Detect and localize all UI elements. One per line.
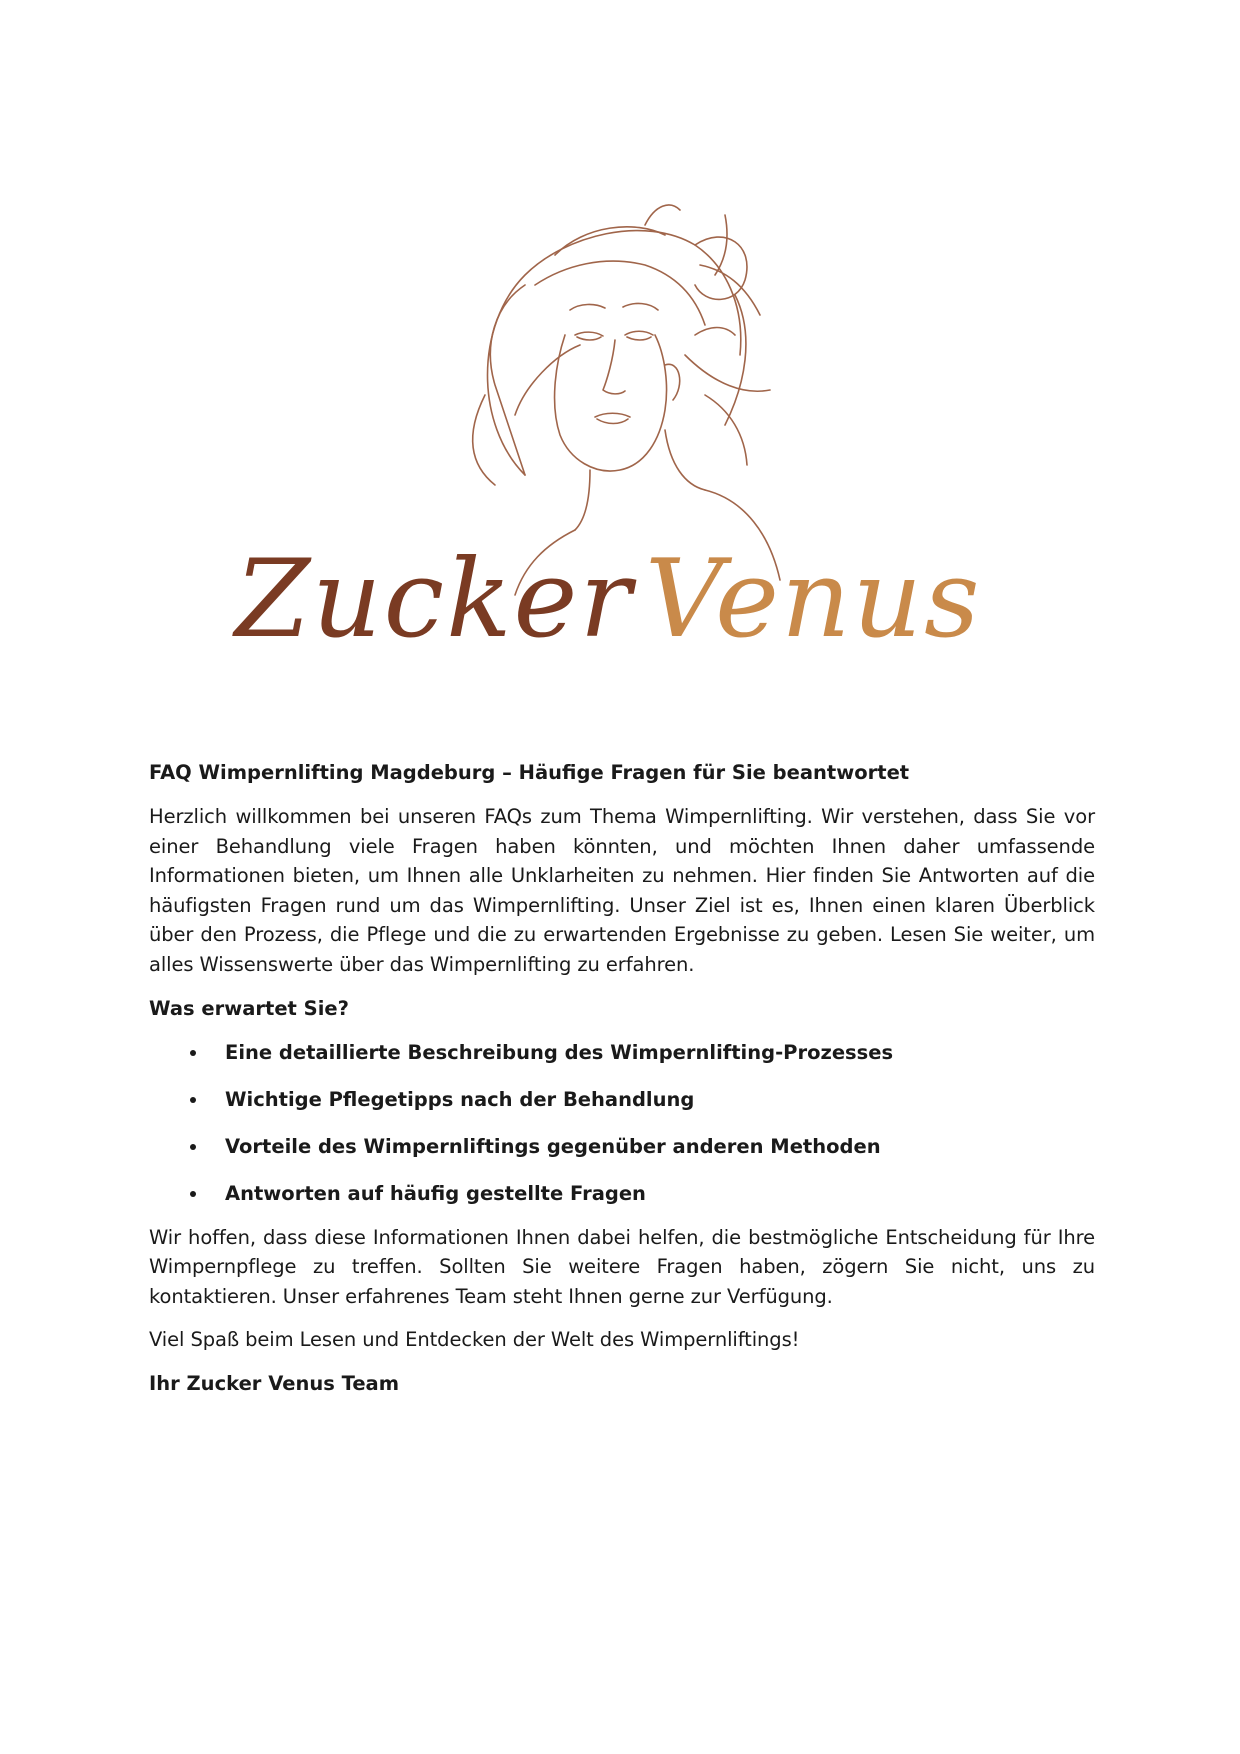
list-item (149, 1038, 1095, 1068)
faq-intro-content (149, 758, 1095, 1399)
expect-heading: Was erwartet Sie? (149, 996, 349, 1020)
intro-paragraph: Herzlich willkommen bei unseren FAQs zum Thema Wimpernlifting. Wir verstehen, dass Sie vor einer Behandlung viele Fragen haben könnten, und möchten Ihnen daher umfassende Informationen bieten, um Ihnen alle Unklarheiten zu nehmen. Hier finden Sie Antworten auf die häufigsten Fragen rund um das Wimpernlifting. Unser Ziel ist es, Ihnen einen klaren Überblick über den Prozess, die Pflege und die zu erwartenden Ergebnisse zu geben. Lesen Sie weiter, um alles Wissenswerte über das Wimpernlifting zu erfahren. (149, 805, 1095, 976)
page-title: FAQ Wimpernlifting Magdeburg – Häufige Fragen für Sie beantwortet (149, 761, 910, 784)
brand-word-venus: Venus (645, 537, 982, 662)
list-item (149, 1179, 1095, 1209)
enjoy-paragraph: Viel Spaß beim Lesen und Entdecken der Welt des Wimpernliftings! (149, 1328, 800, 1352)
list-item-text: Wichtige Pflegetipps nach der Behandlung (225, 1087, 695, 1111)
closing-paragraph: Wir hoffen, dass diese Informationen Ihnen dabei helfen, die bestmögliche Entscheidung für Ihre Wimpernpflege zu treffen. Sollten Sie weitere Fragen haben, zögern Sie nicht, uns zu kontaktieren. Unser erfahrenes Team steht Ihnen gerne zur Verfügung. (149, 1225, 1095, 1308)
list-item-text: Vorteile des Wimpernliftings gegenüber anderen Methoden (225, 1134, 881, 1158)
signoff: Ihr Zucker Venus Team (149, 1371, 400, 1395)
zucker-venus-logo (225, 185, 1045, 685)
bullet-icon (190, 1144, 196, 1150)
brand-word-zucker: Zucker (235, 537, 634, 662)
bullet-icon (190, 1097, 196, 1103)
list-item-text: Antworten auf häufig gestellte Fragen (225, 1181, 646, 1205)
list-item (149, 1085, 1095, 1115)
bullet-icon (190, 1050, 196, 1056)
list-item-text: Eine detaillierte Beschreibung des Wimpernlifting-Prozesses (225, 1040, 894, 1064)
expect-list (149, 1038, 1095, 1209)
list-item (149, 1132, 1095, 1162)
bullet-icon (190, 1191, 196, 1197)
